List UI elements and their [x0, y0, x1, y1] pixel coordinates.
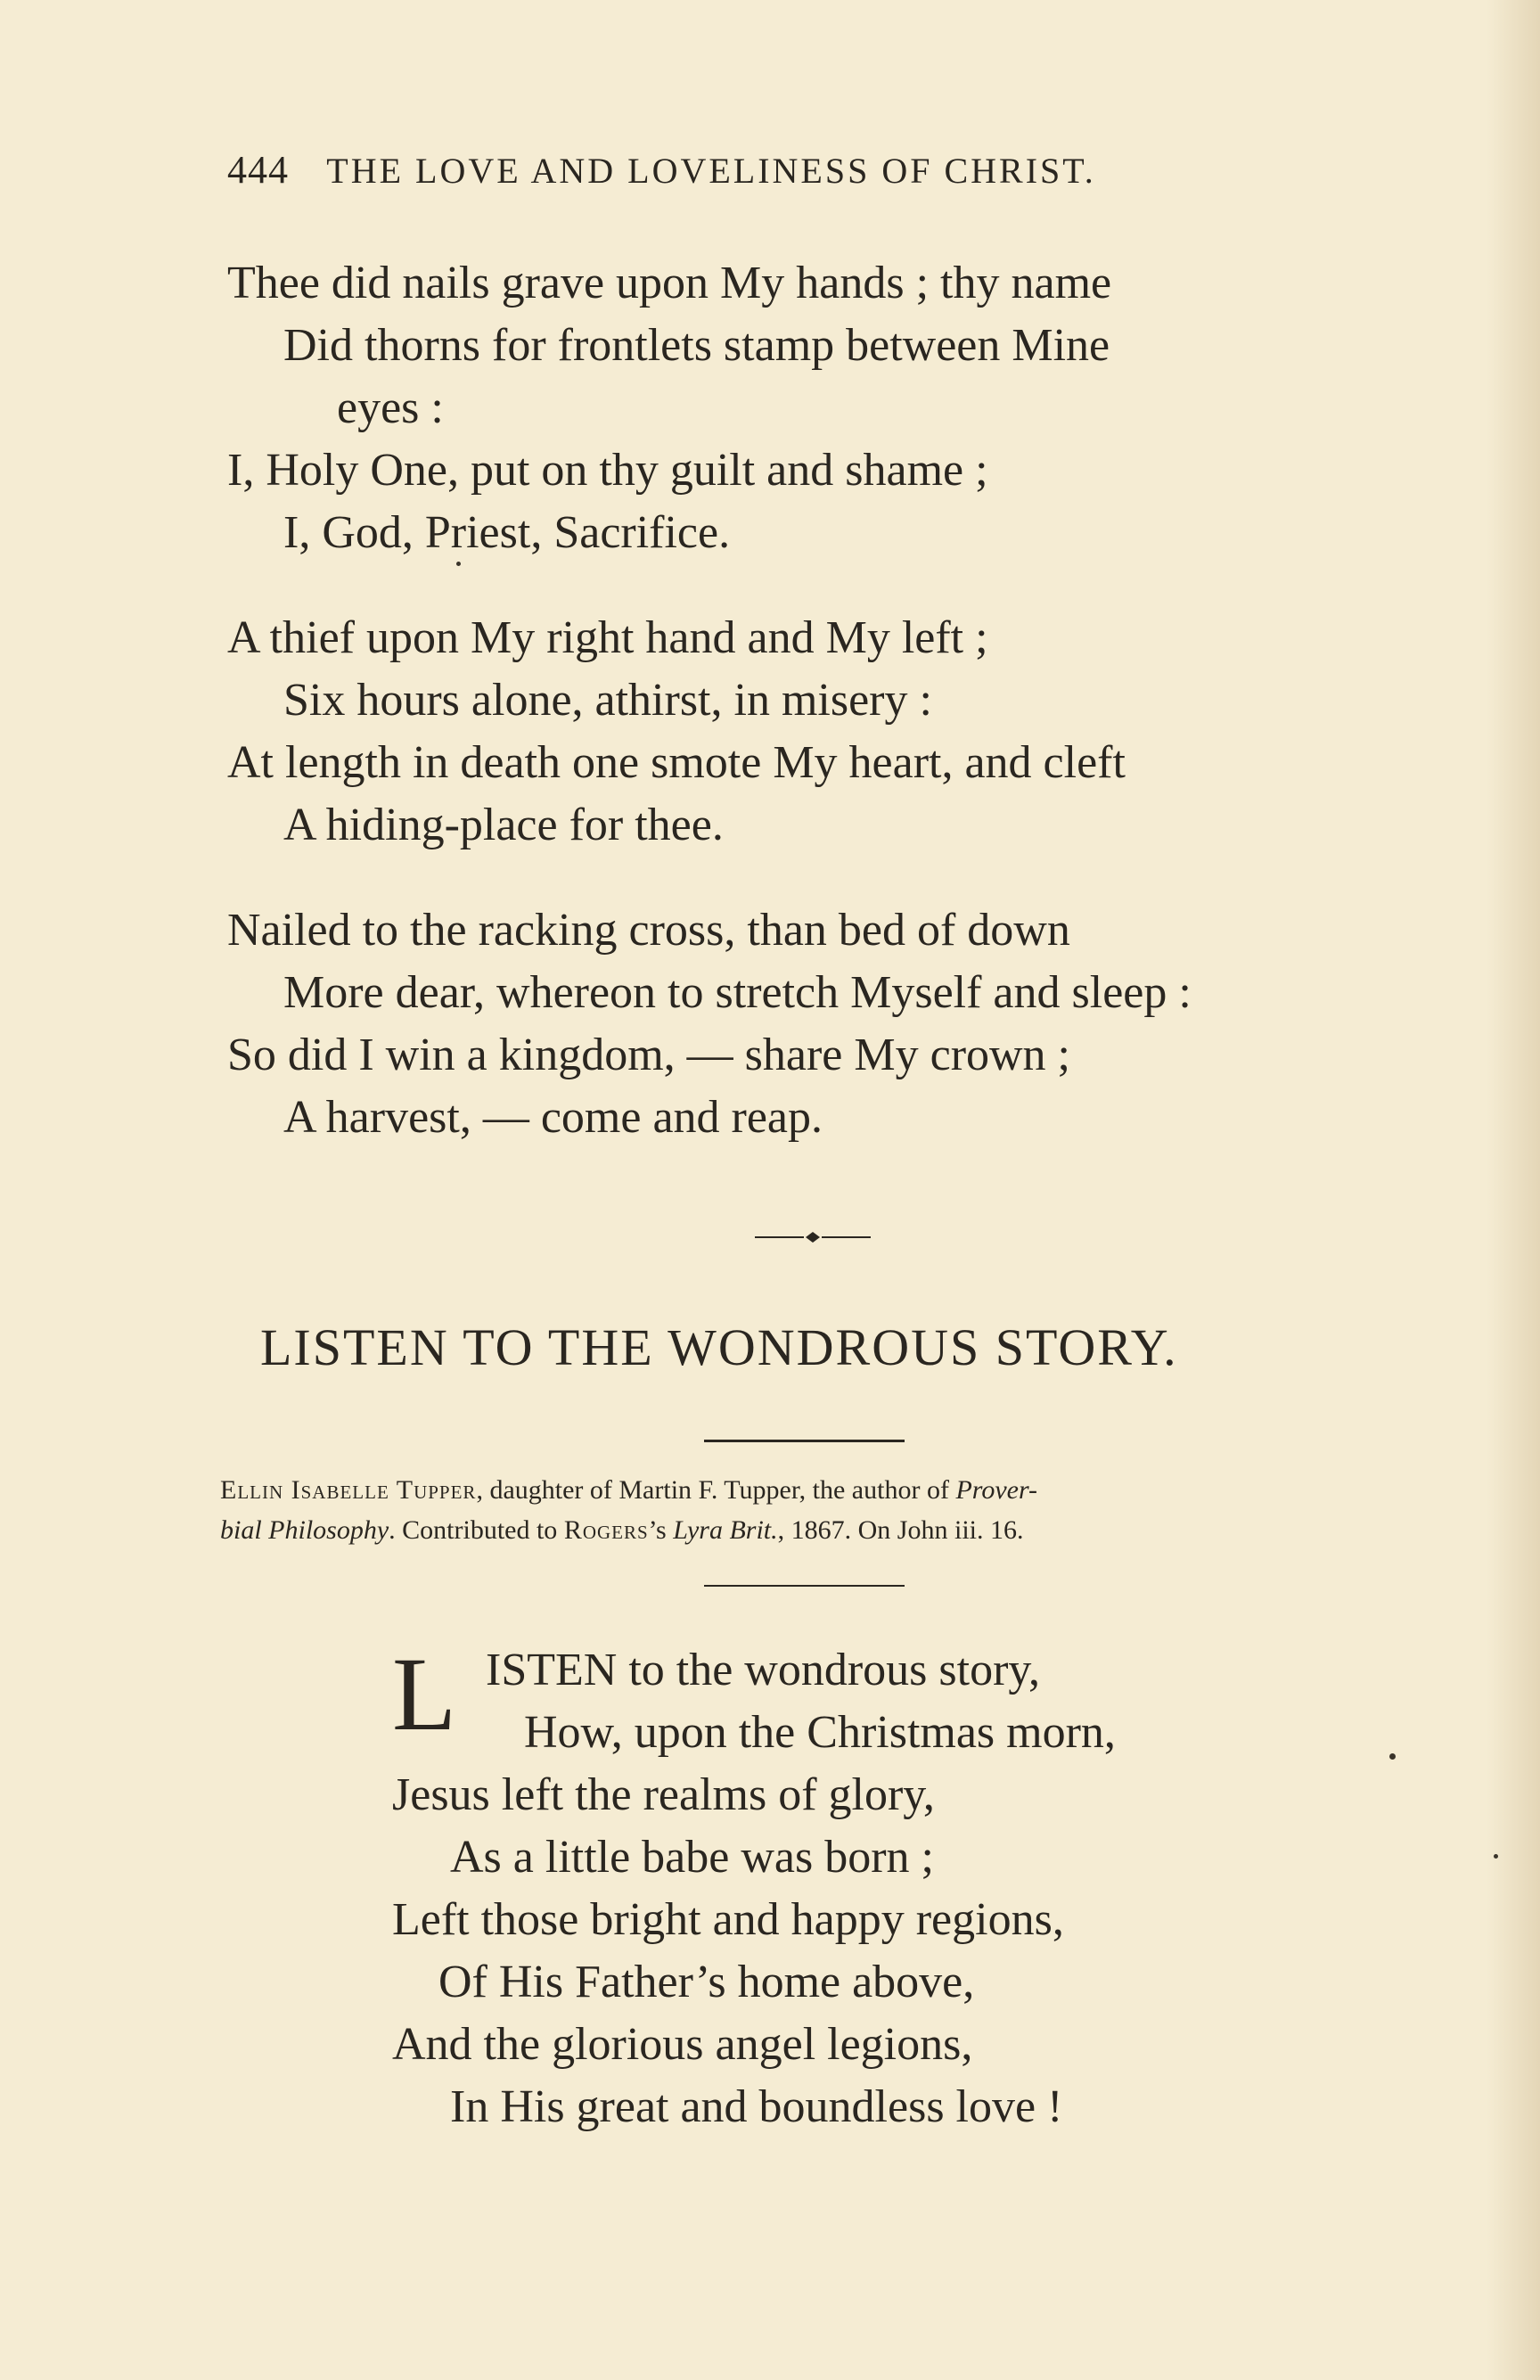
- note-text: ’s: [648, 1515, 674, 1545]
- poem-line: Thee did nails grave upon My hands ; thy name: [227, 258, 1112, 308]
- drop-cap: L: [392, 1636, 457, 1752]
- editor-name: Rogers: [563, 1515, 649, 1545]
- section-divider-ornament: [755, 1228, 871, 1246]
- poem-line: As a little babe was born ;: [450, 1832, 934, 1883]
- poem-line: A thief upon My right hand and My left ;: [227, 612, 988, 663]
- ink-speck: [456, 562, 461, 566]
- note-text: , daughter of Martin F. Tupper, the author of: [476, 1475, 956, 1505]
- running-header: [227, 147, 1315, 193]
- poem-line: Nailed to the racking cross, than bed of down: [227, 905, 1070, 956]
- section-title: LISTEN TO THE WONDROUS STORY.: [260, 1318, 1178, 1376]
- poem-line: Jesus left the realms of glory,: [392, 1769, 935, 1820]
- poem-line: How, upon the Christmas morn,: [524, 1707, 1116, 1758]
- poem-line: eyes :: [337, 382, 444, 433]
- poem-line: Six hours alone, athirst, in misery :: [283, 675, 932, 726]
- work-title: Prover-: [955, 1475, 1038, 1505]
- poem-line: More dear, whereon to stretch Myself and sleep :: [283, 967, 1192, 1018]
- poem-line: A harvest, — come and reap.: [283, 1092, 823, 1143]
- ink-speck: [1389, 1753, 1396, 1760]
- poem-line: And the glorious angel legions,: [392, 2019, 973, 2070]
- poem-line: I, Holy One, put on thy guilt and shame ;: [227, 445, 988, 496]
- poem-line: Of His Father’s home above,: [438, 1957, 975, 2007]
- poem-line: A hiding-place for thee.: [283, 800, 724, 850]
- poem-line: ISTEN to the wondrous story,: [486, 1645, 1041, 1695]
- author-name: Ellin Isabelle Tupper: [220, 1475, 477, 1505]
- poem-line: I, God, Priest, Sacrifice.: [283, 507, 731, 558]
- poem-line: In His great and boundless love !: [450, 2081, 1063, 2132]
- work-title: bial Philosophy: [220, 1515, 389, 1545]
- note-rule: [704, 1585, 905, 1587]
- note-text: . Contributed to: [389, 1515, 564, 1545]
- page-number: 444: [227, 148, 289, 192]
- title-rule: [704, 1440, 905, 1442]
- poem-line: At length in death one smote My heart, and cleft: [227, 737, 1126, 788]
- poem-line: So did I win a kingdom, — share My crown ;: [227, 1030, 1071, 1080]
- running-title: THE LOVE AND LOVELINESS OF CHRIST.: [326, 151, 1096, 191]
- work-title: Lyra Brit.: [673, 1515, 778, 1545]
- attribution-note-line-1: [220, 1477, 1405, 1504]
- page-edge-shadow: [1487, 0, 1540, 2380]
- poem-line: Did thorns for frontlets stamp between Mine: [283, 320, 1110, 371]
- note-text: , 1867. On John iii. 16.: [777, 1515, 1024, 1545]
- attribution-note-line-2: [220, 1517, 1405, 1544]
- ink-speck: [1494, 1854, 1498, 1859]
- poem-line: Left those bright and happy regions,: [392, 1894, 1064, 1945]
